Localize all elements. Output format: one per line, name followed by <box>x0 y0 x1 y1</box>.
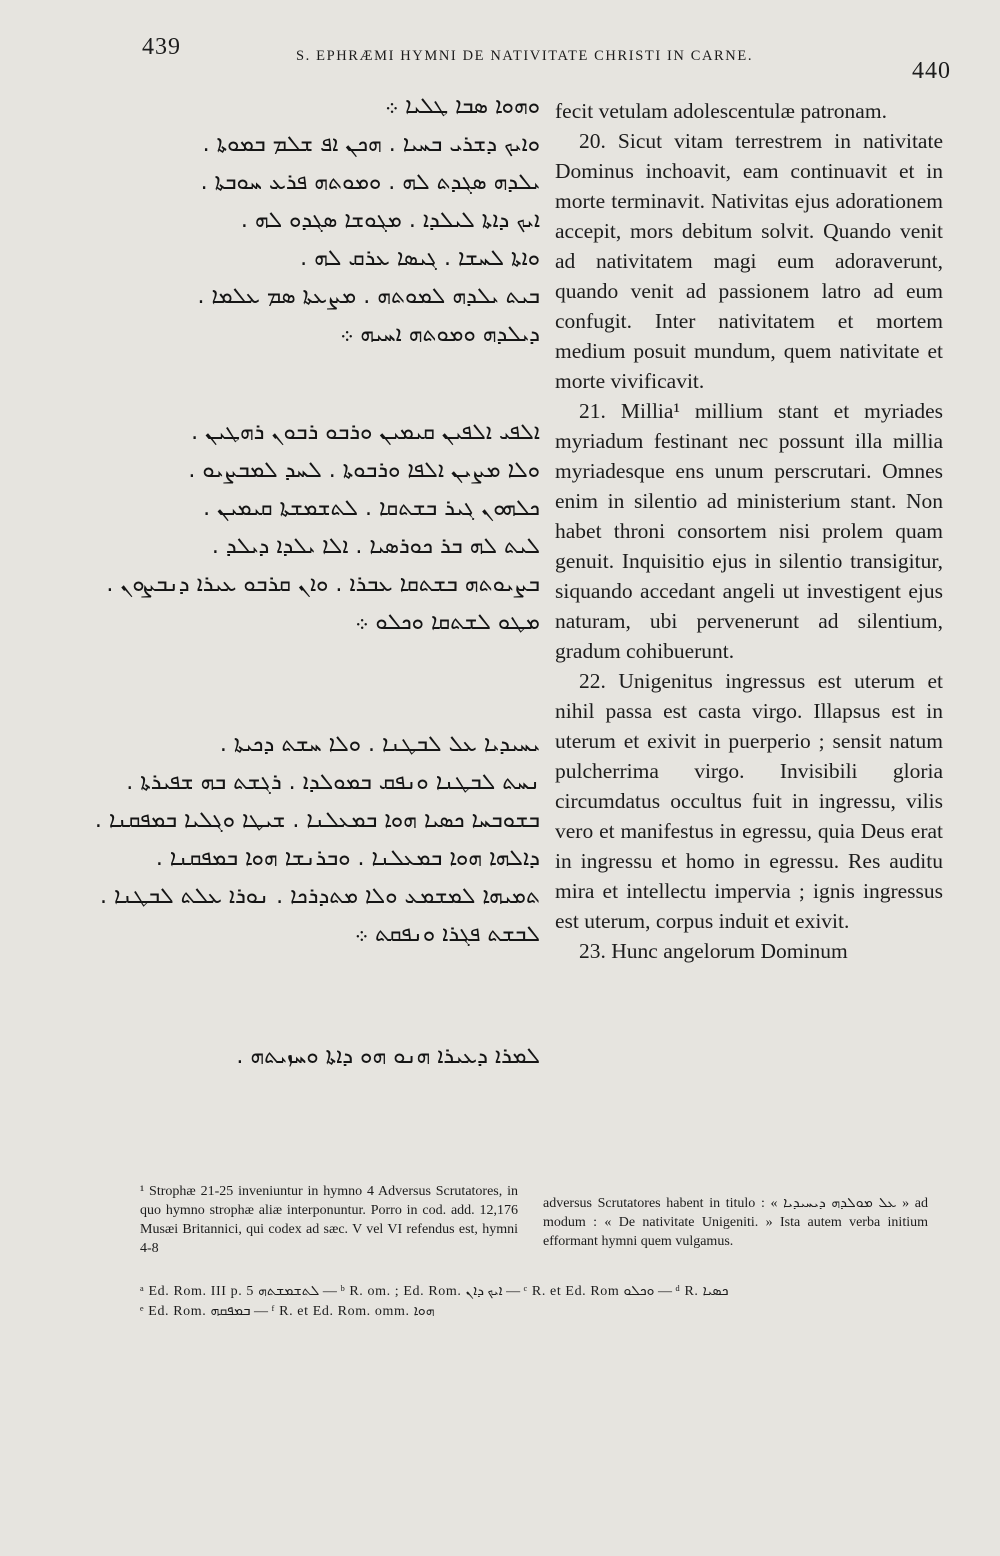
page-number-left: 439 <box>142 34 181 60</box>
critical-apparatus <box>140 1282 940 1322</box>
syriac-line: ܘܠܐ ܡܨܝܢ ܐܠܦܐ ܘܪܒܘܬܐ . ܠܚܕ ܠܡܒܨܝܘ . <box>188 458 540 483</box>
syriac-line: ܐܝܟ ܕܐܬܐ ܠܝܠܕܐ . ܡܓܘܫܐ ܣܓܕܘ ܠܗ . <box>240 208 540 233</box>
syriac-line: ܘܐܬܐ ܠܚܫܐ . ܓܝܣܐ ܥܪܩ ܠܗ . <box>300 246 540 271</box>
footnote-left: ¹ Strophæ 21-25 inveniuntur in hymno 4 Adversus Scrutatores, in quo hymno strophæ aliæ interponuntur. Porro in cod. add. 12,176 Musæi Britannici, qui codex ad sæc. V vel VI refendus est, hymni 4-8 <box>140 1184 518 1256</box>
syriac-line: ܠܒܫܬ ܦܓܪܐ ܘܢܦܩܬ ܀ <box>354 922 540 947</box>
syriac-line: ܡܛܘ ܠܫܬܩܐ ܘܟܠܘ ܀ <box>355 610 540 635</box>
syriac-line: ܬܡܝܗܐ ܠܡܫܡܥ ܘܠܐ ܡܬܕܪܟܐ . ܢܘܪܐ ܥܠܬ ܠܒܛܢܐ . <box>100 884 540 909</box>
syriac-line: ܒܫܘܒܚܐ ܟܣܝܐ ܗܘܐ ܒܡܥܠܢܐ . ܫܝܛܐ ܘܓܠܝܐ ܒܡܦܩܢܐ . <box>94 808 540 833</box>
latin-paragraph-21: 21. Millia¹ millium stant et myriades myriadum festinant nec possunt illa millia myriadesque ens unum perscrutari. Omnes enim in silentio ad ministerium stant. Non habet throni consortem nisi prolem quam genuit. Inquisitio ejus in silentio transigitur, siquando accedant angeli ut investigent ejus naturam, ubi pervenerunt ad silentium, gradum cohibuerunt. <box>555 399 943 663</box>
footnote-right: adversus Scrutatores habent in titulo : « ܥܠ ܡܘܠܕܗ ܕܝܚܝܕܝܐ » ad modum : « De nativitate Unigeniti. » Ista autem verba initium efformant hymni quem vulgamus. <box>543 1196 929 1249</box>
latin-translation-column <box>555 96 943 966</box>
latin-paragraph: fecit vetulam adolescentulæ patronam. <box>555 99 887 123</box>
syriac-line: ܐܠܦܝ ܐܠܦܝܢ ܩܝܡܝܢ ܘܪܒܘ ܪܒܘܢ ܪܗܛܝܢ . <box>191 420 540 445</box>
syriac-line: ܘܗܘܐ ܣܒܐ ܛܠܝܐ ܀ <box>384 94 540 119</box>
syriac-line: ܝܚܝܕܝܐ ܥܠ ܠܒܛܢܐ . ܘܠܐ ܚܫܬ ܕܟܝܬܐ . <box>219 732 540 757</box>
latin-paragraph-20: 20. Sicut vitam terrestrem in nativitate Dominus inchoavit, eam continuavit et in morte terminavit. Nativitas ejus adorationem accepit, mors debitum solvit. Quando venit ad nativitatem magi eum adoraverunt, quando venit ad passionem latro ad eum confugit. Inter nativitatem et mortem medium posuit mundum, quem nativitate et morte vivificavit. <box>555 129 943 393</box>
syriac-line: ܟܠܗܘܢ ܓܝܪ ܒܫܬܩܐ . ܠܬܫܡܫܬܐ ܩܝܡܝܢ . <box>203 496 540 521</box>
syriac-line: ܒܨܝܘܬܗ ܒܫܬܩܐ ܥܒܪܐ . ܘܐܢ ܩܪܒܘ ܥܝܪܐ ܕܢܒܨܘܢ . <box>106 572 540 597</box>
latin-paragraph-23: 23. Hunc angelorum Dominum <box>579 939 848 963</box>
syriac-line: ܘܐܝܟ ܕܫܪܝ ܒܚܝܐ . ܗܟܢ ܐܦ ܫܠܡ ܒܡܘܬܐ . <box>202 132 540 157</box>
syriac-line: ܕܐܠܗܐ ܗܘܐ ܒܡܥܠܢܐ . ܘܒܪܢܫܐ ܗܘܐ ܒܡܦܩܢܐ . <box>155 846 540 871</box>
syriac-text-column <box>94 88 540 1076</box>
syriac-line: ܢܚܬ ܠܒܛܢܐ ܘܢܦܩ ܒܡܘܠܕܐ . ܪܓܫܬ ܒܗ ܫܦܝܪܬܐ . <box>126 770 540 795</box>
syriac-line: ܠܝܬ ܠܗ ܒܪ ܟܘܪܣܝܐ . ܐܠܐ ܝܠܕܐ ܕܝܠܕ . <box>211 534 540 559</box>
syriac-line: ܠܡܪܐ ܕܥܝܪܐ ܗܢܘ ܗܘ ܕܐܬܐ ܘܚܙܝܬܗ . <box>236 1044 540 1069</box>
apparatus-line: ᵉ Ed. Rom. ܒܡܦܩܗ — ᶠ R. et Ed. Rom. omm. ܗܘܐ <box>140 1304 435 1319</box>
latin-paragraph-22: 22. Unigenitus ingressus est uterum et nihil passa est casta virgo. Illapsus est in uterum et exivit in puerperio ; sensit natum pulcherrima virgo. Invisibili gloria circumdatus occultus fuit in ingressu, vilis vero et manifestus in egressu, quia Deus erat in ingressu et homo in egressu. Res auditu mira et intellectu impervia ; ignis ingressus est uterum, corpus induit et exivit. <box>555 669 943 933</box>
syriac-line: ܒܝܬ ܝܠܕܗ ܠܡܘܬܗ . ܡܨܥܬܐ ܣܡ ܥܠܡܐ . <box>197 284 540 309</box>
running-head: S. EPHRÆMI HYMNI DE NATIVITATE CHRISTI IN CARNE. <box>296 48 754 64</box>
apparatus-line: ᵃ Ed. Rom. III p. 5 ܠܬܫܡܫܬܗ — ᵇ R. om. ; Ed. Rom. ܐܝܟ ܕܐܢ — ᶜ R. et Ed. Rom ܘܟܠܘ — ᵈ R. ܟܣܝܐ <box>140 1284 729 1299</box>
syriac-line: ܝܠܕܗ ܣܓܕܬ ܠܗ . ܘܡܘܬܗ ܦܪܥ ܚܘܒܬܐ . <box>200 170 540 195</box>
syriac-line: ܕܝܠܕܗ ܘܡܘܬܗ ܐܚܝܗ ܀ <box>340 322 540 347</box>
page-number-right: 440 <box>912 58 951 84</box>
